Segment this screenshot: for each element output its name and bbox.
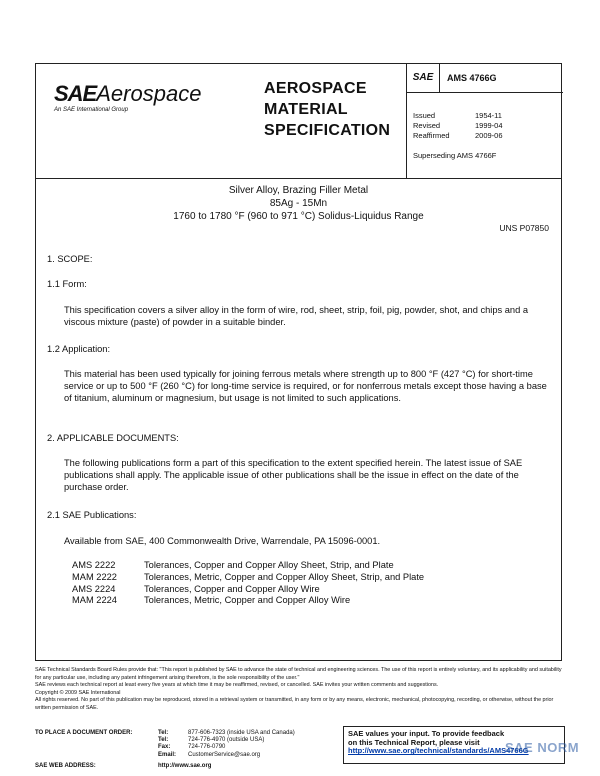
section-paragraph: Available from SAE, 400 Commonwealth Drive, Warrendale, PA 15096-0001.: [64, 536, 381, 546]
doc-type-line: MATERIAL: [264, 101, 348, 118]
contact-list: [158, 730, 295, 759]
date-value: 1954-11: [475, 111, 502, 120]
section-paragraph: This material has been used typically for joining ferrous metals where strength up to 800 °F (427 °C) for short-time service or up to 500 °F (260 °C) for long-time service is required, or for nonferrous metals except those having a base of titanium, aluminum or magnesium, but usage is not limited to such applications.: [64, 369, 547, 403]
publication-code: MAM 2224: [72, 595, 117, 606]
section-paragraph: The following publications form a part of this specification to the extent specified herein. The latest issue of SAE publications shall apply. The applicable issue of other publications shall be the issue in effect on the date of the purchase order.: [64, 458, 523, 492]
list-item: [72, 572, 424, 584]
footer-rights: All rights reserved. No part of this publication may be reproduced, stored in a retrieval system or transmitted, in any form or by any means, electronic, mechanical, photocopying, recording, or otherwise, without the prior written permission of SAE.: [35, 697, 554, 711]
document-type: [264, 78, 390, 141]
document-title: [36, 184, 561, 223]
list-item: [72, 560, 424, 572]
sae-small-logo: SAE: [407, 64, 440, 92]
publication-list: [72, 560, 424, 607]
list-item: [72, 595, 424, 607]
date-label: Reaffirmed: [413, 131, 450, 140]
doc-type-line: SPECIFICATION: [264, 122, 391, 139]
contact-label: Tel:: [158, 737, 169, 744]
logo-word: Aerospace: [96, 81, 202, 106]
header-divider: [36, 178, 561, 179]
feedback-text: on this Technical Report, please visit: [348, 737, 480, 747]
date-label: Revised: [413, 121, 441, 130]
document-number: AMS 4766G: [447, 73, 497, 83]
publication-title: Tolerances, Metric, Copper and Copper Alloy Sheet, Strip, and Plate: [144, 571, 425, 582]
publication-code: AMS 2224: [72, 583, 116, 594]
sae-aerospace-logo: [54, 81, 202, 113]
publication-code: AMS 2222: [72, 560, 116, 570]
section-heading: 2.1 SAE Publications:: [47, 510, 137, 520]
web-address-label: SAE WEB ADDRESS:: [35, 763, 96, 769]
footer-copyright: Copyright © 2009 SAE International: [35, 689, 121, 696]
section-heading: 1. SCOPE:: [47, 254, 93, 264]
contact-value: 724-776-0790: [188, 744, 226, 751]
logo-mark: SAE: [54, 81, 97, 106]
section-heading: 1.1 Form:: [47, 279, 87, 289]
legal-footer: [35, 667, 565, 713]
footer-rules: SAE Technical Standards Board Rules provide that: "This report is published by SAE to advance the state of technical and engineering sciences. The use of this report is entirely voluntary, and its applicability and suitability for any particular use, including any patent infringement arising therefrom, is the sole responsibility of the user.": [35, 667, 562, 681]
document-dates: [413, 111, 503, 141]
web-address-link[interactable]: http://www.sae.org: [158, 763, 212, 769]
date-label: Issued: [413, 111, 436, 120]
section-heading: 1.2 Application:: [47, 344, 111, 354]
footer-review: SAE reviews each technical report at least every five years at which time it may be reaffirmed, revised, or cancelled. SAE invites your written comments and suggestions.: [35, 682, 439, 689]
document-info-panel: [406, 64, 563, 178]
title-line: 85Ag - 15Mn: [269, 198, 328, 209]
date-value: 1999-04: [475, 121, 503, 130]
order-label: TO PLACE A DOCUMENT ORDER:: [35, 730, 133, 736]
contact-email-link[interactable]: CustomerService@sae.org: [188, 751, 261, 758]
publication-title: Tolerances, Metric, Copper and Copper Alloy Wire: [144, 595, 351, 606]
watermark: SAE NORM: [505, 740, 580, 755]
contact-label: Email:: [158, 751, 177, 758]
feedback-text: SAE values your input. To provide feedback: [348, 729, 505, 738]
title-line: Silver Alloy, Brazing Filler Metal: [228, 185, 369, 196]
contact-label: Tel:: [158, 730, 169, 736]
list-item: [72, 584, 424, 596]
contact-value: 724-776-4970 (outside USA): [188, 737, 265, 744]
feedback-link[interactable]: http://www.sae.org/technical/standards/AMS4766G: [348, 746, 529, 756]
date-value: 2009-06: [475, 131, 503, 140]
superseding-note: Superseding AMS 4766F: [413, 151, 497, 160]
publication-code: MAM 2222: [72, 571, 117, 582]
contact-value: 877-606-7323 (inside USA and Canada): [188, 730, 295, 736]
doc-type-line: AEROSPACE: [264, 80, 367, 97]
uns-number: UNS P07850: [499, 223, 549, 233]
section-paragraph: This specification covers a silver alloy in the form of wire, rod, sheet, strip, foil, pig, powder, shot, and chips and a viscous mixture (paste) of powder in a suitable binder.: [64, 305, 529, 327]
logo-subtitle: An SAE International Group: [54, 107, 129, 113]
publication-title: Tolerances, Copper and Copper Alloy Wire: [144, 583, 320, 594]
section-heading: 2. APPLICABLE DOCUMENTS:: [47, 433, 179, 443]
publication-title: Tolerances, Copper and Copper Alloy Sheet, Strip, and Plate: [144, 560, 394, 570]
title-line: 1760 to 1780 °F (960 to 971 °C) Solidus-Liquidus Range: [173, 211, 424, 222]
contact-label: Fax:: [158, 744, 171, 751]
